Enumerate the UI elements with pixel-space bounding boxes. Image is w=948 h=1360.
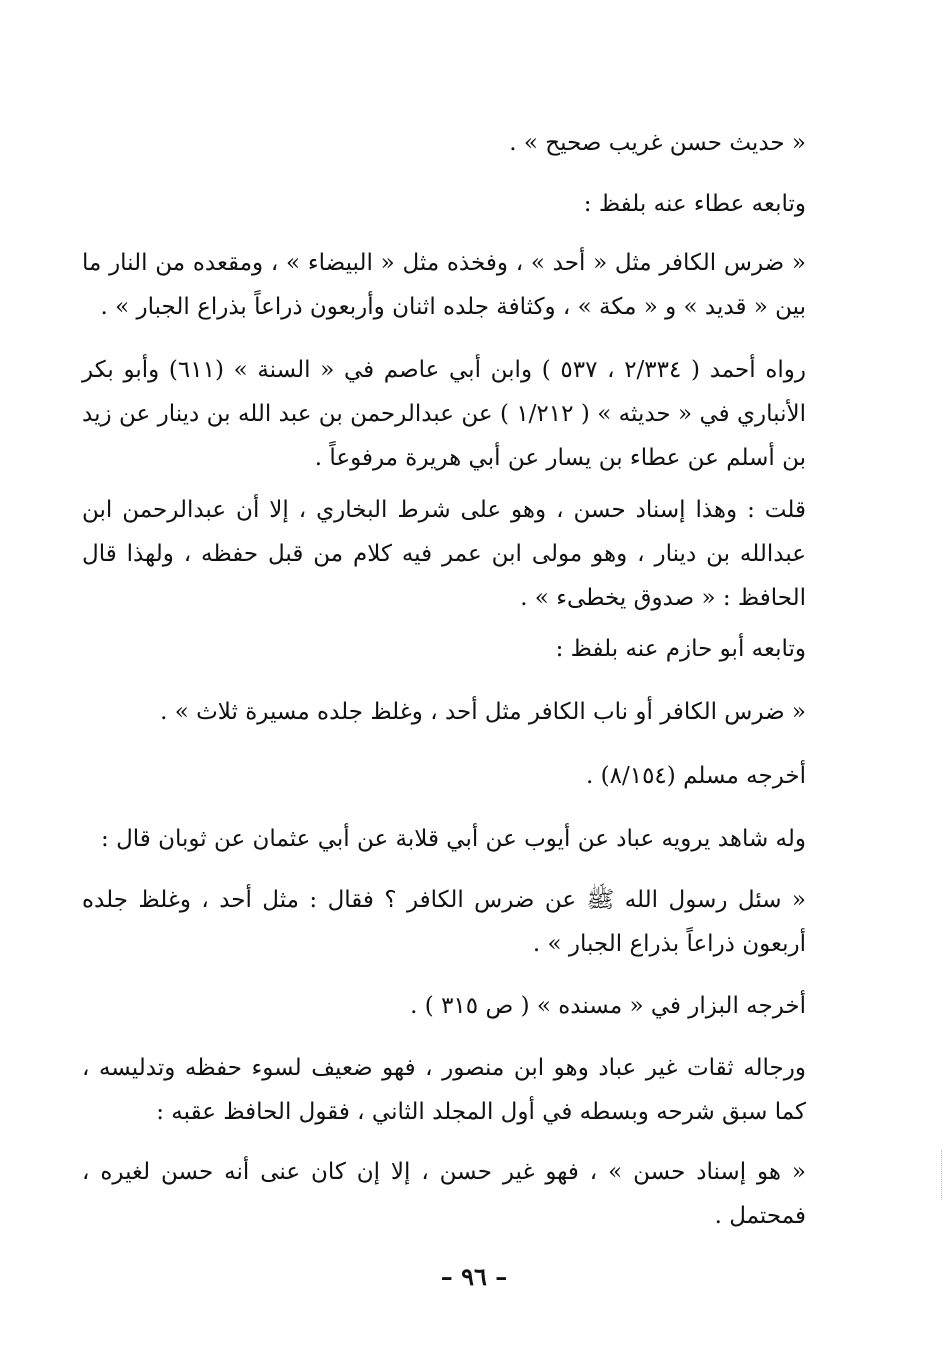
paragraph-hadith-text-thawban: « سئل رسول الله ﷺ عن ضرس الكافر ؟ فقال : مثل أحد ، وغلظ جلده أربعون ذراعاً بذراع الجبار » . — [82, 887, 806, 957]
paragraph-citation-bazzar: أخرجه البزار في « مسنده » ( ص ٣١٥ ) . — [410, 993, 806, 1019]
paragraph-hadith-text-abu-hazim: « ضرس الكافر أو ناب الكافر مثل أحد ، وغلظ جلده مسيرة ثلاث » . — [160, 699, 806, 725]
paragraph-witness-thawban: وله شاهد يرويه عباد عن أيوب عن أبي قلابة عن أبي عثمان عن ثوبان قال : — [101, 826, 806, 852]
page-number: – ٩٦ – — [440, 1262, 508, 1291]
paragraph-hadith-text-ata: « ضرس الكافر مثل « أحد » ، وفخذه مثل « البيضاء » ، ومقعده من النار ما بين « قديد » و « مكة » ، وكثافة جلده اثنان وأربعون ذراعاً بذراع الجبار » . — [82, 250, 806, 320]
paragraph-narration-ahmad: رواه أحمد ( ٢/٣٣٤ ، ٥٣٧ ) وابن أبي عاصم في « السنة » (٦١١) وأبو بكر الأنباري في « حديثه » ( ١/٢١٢ ) عن عبدالرحمن بن عبد الله بن دينار عن زيد بن أسلم عن عطاء بن يسار عن أبي هريرة مرفوعاً . — [82, 357, 807, 471]
paragraph-hadith-grade: « حديث حسن غريب صحيح » . — [509, 130, 806, 156]
scan-edge-mark — [939, 1150, 942, 1200]
paragraph-commentary-isnad: قلت : وهذا إسناد حسن ، وهو على شرط البخاري ، إلا أن عبدالرحمن ابن عبدالله بن دينار ، وهو مولى ابن عمر فيه كلام من قبل حفظه ، ولهذا قال الحافظ : « صدوق يخطىء » . — [82, 497, 806, 611]
paragraph-follow-up-ata: وتابعه عطاء عنه بلفظ : — [583, 191, 806, 217]
paragraph-commentary-abbad: ورجاله ثقات غير عباد وهو ابن منصور ، فهو ضعيف لسوء حفظه وتدليسه ، كما سبق شرحه وبسطه في أول المجلد الثاني ، فقول الحافظ عقبه : — [82, 1055, 806, 1125]
paragraph-final-judgement: « هو إسناد حسن » ، فهو غير حسن ، إلا إن كان عنى أنه حسن لغيره ، فمحتمل . — [82, 1159, 806, 1229]
paragraph-citation-muslim: أخرجه مسلم (٨/١٥٤) . — [586, 763, 806, 789]
paragraph-follow-up-abu-hazim: وتابعه أبو حازم عنه بلفظ : — [555, 636, 806, 662]
